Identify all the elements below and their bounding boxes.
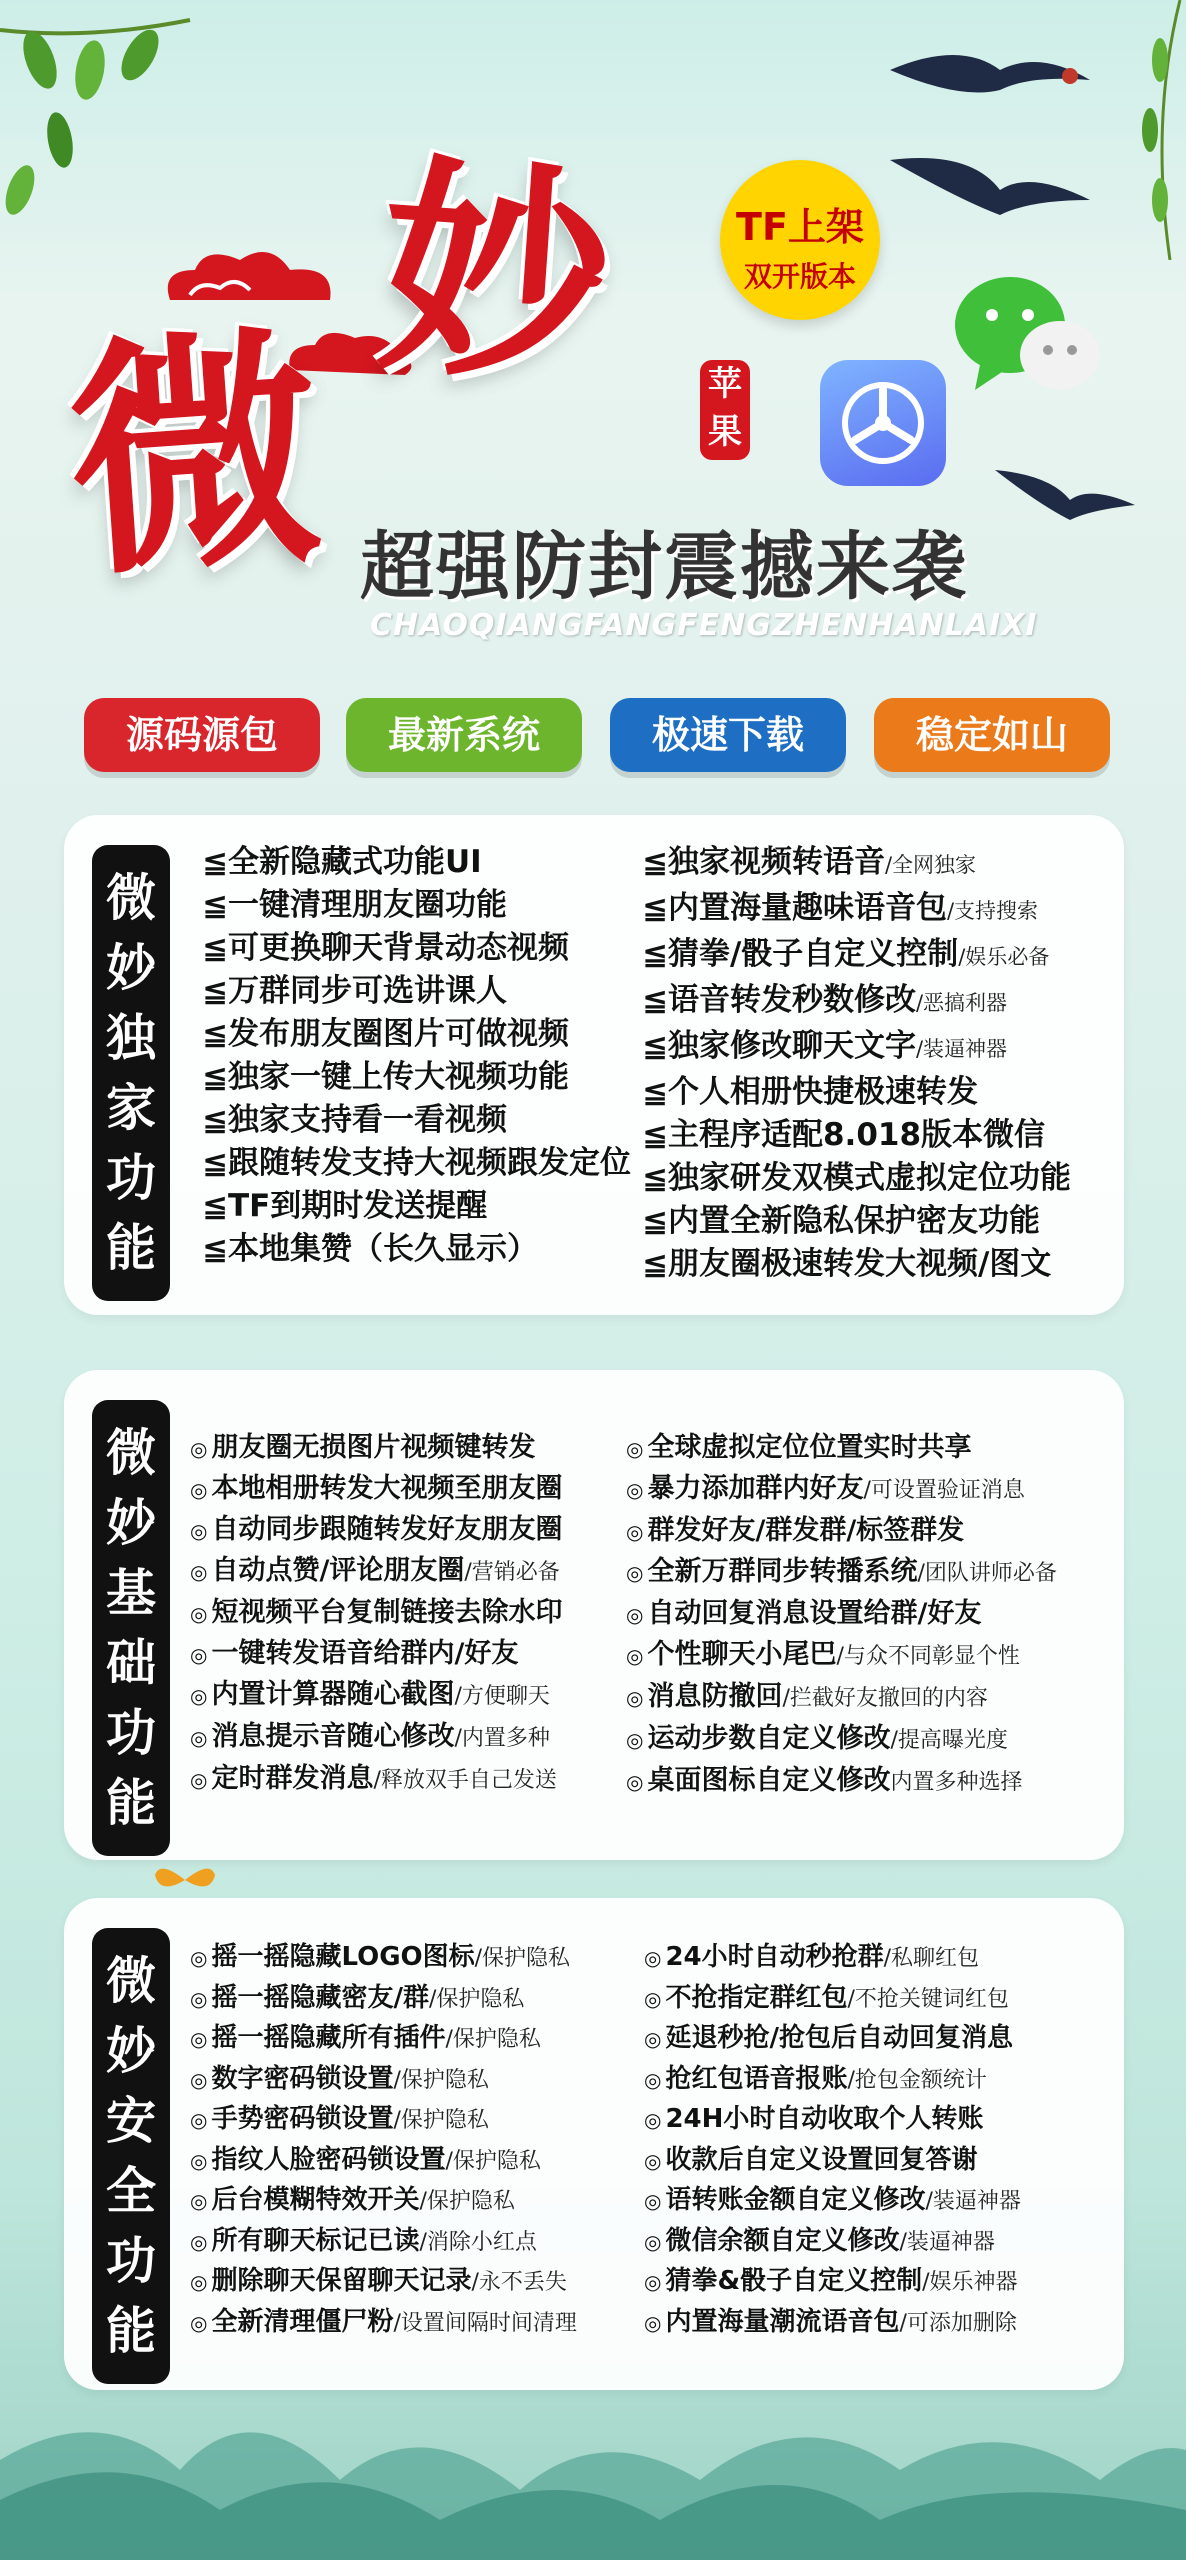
- bullet-icon: ◎: [644, 1986, 662, 2011]
- bullet-icon: ◎: [626, 1770, 644, 1794]
- feature-item: [190, 2019, 577, 2060]
- feature-item: [190, 2303, 577, 2344]
- title-char: 能: [106, 1774, 156, 1832]
- feature-name: 消息提示音随心修改: [211, 1721, 455, 1752]
- apple-stamp-line2: 果: [708, 412, 742, 452]
- feature-note: /保护隐私: [419, 2189, 515, 2214]
- feature-name: 猜拳&骰子自定义控制: [665, 2266, 923, 2296]
- title-char: 功: [106, 1704, 156, 1762]
- feature-note: /拦截好友撤回的内容: [782, 1686, 988, 1711]
- bullet-icon: ◎: [190, 2189, 208, 2213]
- feature-name: 数字密码锁设置: [211, 2063, 394, 2094]
- feature-item: [644, 1938, 1021, 1979]
- exclusive-features-left: [202, 841, 631, 1271]
- bullet-icon: ◎: [190, 2270, 208, 2294]
- title-char: 微: [106, 1424, 156, 1482]
- feature-item: [202, 1142, 631, 1185]
- feature-note: /提高曝光度: [890, 1728, 1008, 1753]
- bullet-icon: ◎: [644, 2027, 662, 2051]
- exclusive-features-right: [642, 841, 1071, 1286]
- basic-features-card: [64, 1370, 1124, 1860]
- feature-item: [202, 1228, 631, 1271]
- feature-item: [644, 2222, 1021, 2263]
- swallow-icon: [880, 30, 1100, 120]
- feature-item: [644, 2100, 1021, 2141]
- feature-item: [644, 2181, 1021, 2222]
- feature-name: 桌面图标自定义修改: [647, 1765, 891, 1796]
- feature-item: [190, 1510, 562, 1551]
- exclusive-features-card: [64, 815, 1124, 1315]
- tf-badge: [720, 160, 880, 320]
- basic-features-title: [92, 1400, 170, 1856]
- feature-name: ≦内置全新隐私保护密友功能: [642, 1203, 1040, 1239]
- feature-name: ≦个人相册快捷极速转发: [642, 1074, 978, 1110]
- feature-name: ≦一键清理朋友圈功能: [202, 887, 507, 923]
- title-char: 妙: [106, 1494, 156, 1552]
- swallow-icon: [990, 450, 1140, 530]
- title-char: 础: [106, 1634, 156, 1692]
- feature-item: [642, 887, 1071, 933]
- feature-item: [626, 1511, 1057, 1552]
- tf-badge-line2: 双开版本: [743, 260, 856, 293]
- feature-note: /可设置验证消息: [863, 1478, 1025, 1503]
- title-char: 基: [106, 1564, 156, 1622]
- title-char: 独: [106, 1009, 156, 1067]
- bullet-icon: ◎: [644, 2310, 662, 2335]
- butterfly-icon: [150, 1860, 220, 1900]
- feature-item: [644, 2060, 1021, 2101]
- feature-item: [644, 2303, 1021, 2344]
- feature-name: 个性聊天小尾巴: [647, 1639, 837, 1670]
- feature-note: /保护隐私: [428, 1986, 525, 2012]
- feature-name: ≦全新隐藏式功能UI: [202, 844, 482, 880]
- security-features-title: [92, 1928, 170, 2384]
- leaf-foliage-bottom: [0, 2380, 1186, 2560]
- bullet-icon: ◎: [190, 1437, 208, 1461]
- feature-item: [642, 1243, 1071, 1286]
- feature-item: [644, 2141, 1021, 2182]
- title-char: 全: [106, 2162, 156, 2220]
- feature-item: [644, 1979, 1021, 2020]
- feature-item: [190, 1428, 562, 1469]
- bullet-icon: ◎: [626, 1561, 644, 1585]
- feature-note: /设置间隔时间清理: [393, 2310, 577, 2336]
- feature-name: 后台模糊特效开关: [211, 2185, 420, 2215]
- feature-name: 延退秒抢/抢包后自动回复消息: [665, 2023, 1013, 2053]
- feature-name: 收款后自定义设置回复答谢: [665, 2144, 978, 2175]
- feature-name: 朋友圈无损图片视频键转发: [211, 1432, 536, 1463]
- feature-item: [644, 2019, 1021, 2060]
- feature-item: [190, 1469, 562, 1510]
- feature-name: ≦独家一键上传大视频功能: [202, 1059, 569, 1095]
- feature-item: [190, 1593, 562, 1634]
- bullet-icon: ◎: [644, 2270, 662, 2294]
- feature-item: [642, 1025, 1071, 1071]
- feature-name: 摇一摇隐藏所有插件: [211, 2023, 446, 2053]
- bullet-icon: ◎: [190, 2148, 208, 2173]
- bullet-icon: ◎: [626, 1437, 644, 1461]
- feature-name: 抢红包语音报账: [665, 2063, 848, 2094]
- feature-note: /全网独家: [884, 853, 977, 877]
- feature-note: /释放双手自己发送: [373, 1768, 557, 1793]
- wechat-icon: [950, 270, 1100, 400]
- feature-name: 内置海量潮流语音包: [665, 2306, 900, 2337]
- bullet-icon: ◎: [190, 1946, 208, 1970]
- feature-item: [190, 2181, 577, 2222]
- feature-item: [642, 1157, 1071, 1200]
- feature-name: 消息防撤回: [647, 1681, 783, 1712]
- title-char: 安: [106, 2092, 156, 2150]
- bullet-icon: ◎: [190, 1643, 208, 1667]
- feature-name: 全新清理僵尸粉: [211, 2306, 394, 2337]
- feature-note: /装逼神器: [915, 1037, 1008, 1061]
- title-char: 妙: [106, 939, 156, 997]
- bullet-icon: ◎: [190, 1478, 208, 1502]
- feature-item: [190, 2100, 577, 2141]
- feature-item: [626, 1469, 1057, 1511]
- bullet-icon: ◎: [626, 1686, 644, 1710]
- feature-note: /内置多种: [454, 1726, 550, 1751]
- feature-item: [626, 1552, 1057, 1594]
- feature-item: [626, 1428, 1057, 1469]
- feature-name: ≦发布朋友圈图片可做视频: [202, 1016, 569, 1052]
- category-pill-download: 极速下载: [610, 698, 846, 772]
- app-store-icon: [820, 360, 946, 486]
- exclusive-features-title: [92, 845, 170, 1301]
- feature-item: [642, 979, 1071, 1025]
- feature-item: [202, 884, 631, 927]
- feature-item: [202, 1099, 631, 1142]
- feature-name: 摇一摇隐藏密友/群: [211, 1982, 429, 2013]
- feature-name: 本地相册转发大视频至朋友圈: [211, 1473, 563, 1504]
- feature-name: 所有聊天标记已读: [211, 2225, 420, 2256]
- feature-name: 全新万群同步转播系统: [647, 1556, 918, 1587]
- feature-item: [190, 1634, 562, 1675]
- feature-item: [642, 841, 1071, 887]
- feature-name: ≦朋友圈极速转发大视频/图文: [642, 1246, 1052, 1282]
- feature-note: /装逼神器: [899, 2229, 995, 2255]
- feature-item: [202, 927, 631, 970]
- feature-name: 删除聊天保留聊天记录: [211, 2266, 472, 2296]
- bullet-icon: ◎: [626, 1644, 644, 1668]
- feature-name: 自动点赞/评论朋友圈: [211, 1555, 465, 1586]
- feature-name: ≦万群同步可选讲课人: [202, 973, 507, 1009]
- feature-item: [642, 1200, 1071, 1243]
- title-char: 能: [106, 1219, 156, 1277]
- feature-item: [202, 1013, 631, 1056]
- bullet-icon: ◎: [644, 2067, 662, 2092]
- feature-note: /永不丢失: [471, 2270, 567, 2295]
- feature-note: /娱乐神器: [922, 2270, 1018, 2295]
- feature-note: 内置多种选择: [890, 1770, 1023, 1795]
- feature-name: ≦可更换聊天背景动态视频: [202, 930, 569, 966]
- bullet-icon: ◎: [626, 1728, 644, 1752]
- title-char: 家: [106, 1079, 156, 1137]
- feature-item: [642, 1114, 1071, 1157]
- bullet-icon: ◎: [626, 1478, 644, 1502]
- bullet-icon: ◎: [190, 2229, 208, 2254]
- feature-name: ≦独家视频转语音: [642, 844, 885, 880]
- feature-name: 24H小时自动收取个人转账: [665, 2104, 984, 2134]
- feature-name: ≦主程序适配8.018版本微信: [642, 1117, 1046, 1153]
- feature-note: /支持搜索: [946, 899, 1039, 923]
- apple-stamp: [700, 360, 750, 460]
- feature-name: ≦语音转发秒数修改: [642, 982, 916, 1018]
- feature-name: 手势密码锁设置: [211, 2104, 394, 2134]
- feature-name: ≦跟随转发支持大视频跟发定位: [202, 1145, 631, 1181]
- title-char: 微: [106, 869, 156, 927]
- bullet-icon: ◎: [190, 2027, 208, 2051]
- feature-item: [626, 1677, 1057, 1719]
- feature-name: 摇一摇隐藏LOGO图标: [211, 1942, 475, 1972]
- hero-pinyin: CHAOQIANGFANGFENGZHENHANLAIXI: [370, 608, 1038, 643]
- title-char: 微: [106, 1952, 156, 2010]
- feature-note: /团队讲师必备: [917, 1561, 1057, 1586]
- tf-badge-line1: TF上架: [736, 205, 864, 249]
- title-char: 妙: [106, 2022, 156, 2080]
- feature-note: /不抢关键词红包: [847, 1986, 1009, 2012]
- feature-item: [190, 1551, 562, 1593]
- security-features-right: [644, 1938, 1021, 2343]
- bullet-icon: ◎: [190, 1684, 208, 1708]
- feature-item: [644, 2262, 1021, 2303]
- bullet-icon: ◎: [190, 1986, 208, 2011]
- feature-note: /保护隐私: [393, 2108, 489, 2133]
- bullet-icon: ◎: [626, 1520, 644, 1544]
- feature-item: [626, 1719, 1057, 1761]
- bullet-icon: ◎: [190, 2310, 208, 2335]
- feature-name: 微信余额自定义修改: [665, 2225, 900, 2256]
- bullet-icon: ◎: [626, 1603, 644, 1627]
- hero-tagline: 超强防封震撼来袭: [360, 524, 968, 610]
- hero-title-char-1: 微: [60, 299, 330, 611]
- bullet-icon: ◎: [190, 1726, 208, 1750]
- basic-features-left: [190, 1428, 562, 1801]
- feature-name: ≦独家研发双模式虚拟定位功能: [642, 1160, 1071, 1196]
- feature-item: [626, 1635, 1057, 1677]
- bullet-icon: ◎: [190, 1768, 208, 1792]
- feature-note: /娱乐必备: [958, 945, 1050, 969]
- security-features-left: [190, 1938, 577, 2343]
- feature-item: [190, 2222, 577, 2263]
- feature-note: /保护隐私: [474, 1946, 571, 1971]
- category-pill-source: 源码源包: [84, 698, 320, 772]
- feature-item: [190, 1717, 562, 1759]
- bullet-icon: ◎: [190, 2108, 208, 2132]
- bullet-icon: ◎: [644, 2148, 662, 2173]
- feature-name: 不抢指定群红包: [665, 1982, 848, 2013]
- apple-stamp-line1: 苹: [708, 364, 742, 404]
- category-pill-system: 最新系统: [346, 698, 582, 772]
- feature-note: /保护隐私: [445, 2027, 541, 2052]
- bullet-icon: ◎: [190, 1519, 208, 1543]
- basic-features-right: [626, 1428, 1057, 1803]
- feature-item: [190, 1938, 577, 1979]
- feature-name: 群发好友/群发群/标签群发: [647, 1515, 965, 1546]
- bullet-icon: ◎: [190, 2067, 208, 2092]
- feature-name: ≦独家支持看一看视频: [202, 1102, 507, 1138]
- feature-name: 自动同步跟随转发好友朋友圈: [211, 1514, 563, 1545]
- feature-item: [190, 2060, 577, 2101]
- bullet-icon: ◎: [644, 1946, 662, 1970]
- feature-item: [190, 1979, 577, 2020]
- feature-item: [626, 1594, 1057, 1635]
- bullet-icon: ◎: [644, 2108, 662, 2132]
- feature-note: /方便聊天: [454, 1684, 550, 1709]
- bullet-icon: ◎: [190, 1560, 208, 1584]
- feature-item: [642, 1071, 1071, 1114]
- feature-note: /恶搞利器: [915, 991, 1008, 1015]
- bullet-icon: ◎: [644, 2229, 662, 2254]
- feature-note: /私聊红包: [883, 1946, 980, 1971]
- feature-name: 短视频平台复制链接去除水印: [211, 1597, 563, 1628]
- leaf-branch-top-left: [0, 0, 230, 260]
- feature-item: [190, 1675, 562, 1717]
- feature-name: 全球虚拟定位位置实时共享: [647, 1432, 972, 1463]
- feature-name: ≦独家修改聊天文字: [642, 1028, 916, 1064]
- feature-item: [190, 2141, 577, 2182]
- title-char: 功: [106, 1149, 156, 1207]
- feature-item: [190, 2262, 577, 2303]
- feature-name: 暴力添加群内好友: [647, 1473, 864, 1504]
- feature-name: ≦本地集赞（长久显示）: [202, 1231, 538, 1267]
- title-char: 功: [106, 2232, 156, 2290]
- feature-item: [202, 1056, 631, 1099]
- feature-note: /装逼神器: [925, 2189, 1021, 2214]
- category-pill-stable: 稳定如山: [874, 698, 1110, 772]
- feature-name: ≦TF到期时发送提醒: [202, 1188, 488, 1224]
- title-char: 能: [106, 2302, 156, 2360]
- swallow-icon: [880, 130, 1100, 230]
- security-features-card: [64, 1898, 1124, 2390]
- feature-note: /与众不同彰显个性: [836, 1644, 1020, 1669]
- feature-name: ≦猜拳/骰子自定义控制: [642, 936, 959, 972]
- feature-name: ≦内置海量趣味语音包: [642, 890, 947, 926]
- feature-item: [190, 1759, 562, 1801]
- feature-item: [202, 970, 631, 1013]
- feature-name: 24小时自动秒抢群: [665, 1942, 884, 1972]
- feature-name: 指纹人脸密码锁设置: [211, 2144, 446, 2175]
- feature-note: /营销必备: [464, 1560, 560, 1585]
- hero-title-char-2: 妙: [370, 132, 620, 418]
- feature-name: 运动步数自定义修改: [647, 1723, 891, 1754]
- feature-note: /消除小红点: [419, 2229, 537, 2255]
- feature-name: 一键转发语音给群内/好友: [211, 1638, 519, 1669]
- feature-item: [626, 1761, 1057, 1803]
- feature-item: [202, 1185, 631, 1228]
- feature-note: /保护隐私: [393, 2067, 489, 2093]
- bullet-icon: ◎: [190, 1602, 208, 1626]
- feature-name: 语转账金额自定义修改: [665, 2185, 926, 2215]
- feature-name: 定时群发消息: [211, 1763, 374, 1794]
- leaf-branch-right: [1090, 0, 1186, 260]
- feature-item: [202, 841, 631, 884]
- feature-note: /抢包金额统计: [847, 2067, 987, 2093]
- bullet-icon: ◎: [644, 2189, 662, 2213]
- feature-note: /可添加删除: [899, 2310, 1017, 2336]
- feature-item: [642, 933, 1071, 979]
- feature-name: 内置计算器随心截图: [211, 1679, 455, 1710]
- feature-note: /保护隐私: [445, 2148, 541, 2174]
- feature-name: 自动回复消息设置给群/好友: [647, 1598, 982, 1629]
